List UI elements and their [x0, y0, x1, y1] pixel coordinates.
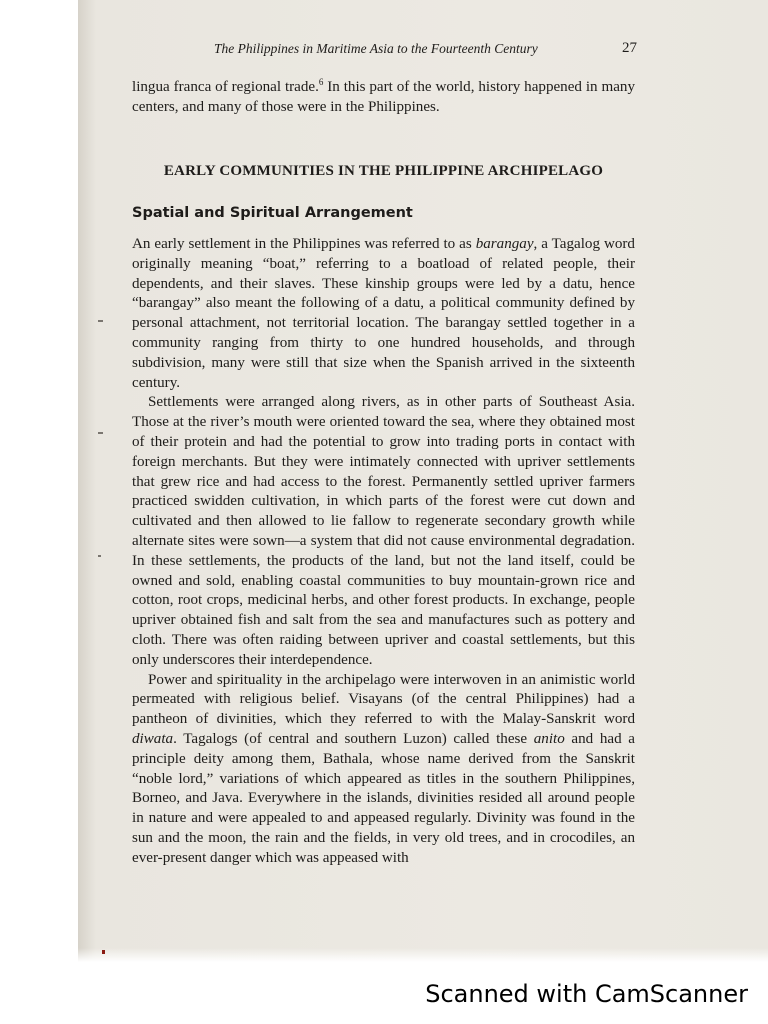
opening-text-part1: lingua franca of regional trade. — [132, 79, 319, 95]
opening-paragraph — [132, 78, 635, 118]
paragraph-settlements: Settlements were arranged along rivers, as in other parts of Southeast Asia. Those at the river’s mouth were oriented toward the sea, where they obtained most of their protein and had the potential to grow into trading ports in contact with foreign merchants. But they were intimately connected with upriver settlements that grew rice and had access to the forest. Permanently settled upriver farmers practiced swidden cultivation, in which parts of the forest were cut down and cultivated and then allowed to lie fallow to regenerate secondary growth while alternate sites were sown—a system that did not cause environmental degradation. In these settlements, the products of the land, but not the land itself, could be owned and sold, enabling coastal communities to buy mountain-grown rice and cotton, root crops, medicinal herbs, and other forest products. In exchange, people upriver obtained fish and salt from the sea and manufactures such as pottery and cloth. There was often raiding between upriver and coastal settlements, but this only underscores their interdependence. — [132, 394, 635, 668]
paragraph-3-text-c: and had a principle deity among them, Bathala, whose name derived from the Sanskrit “noble lord,” variations of which appeared as titles in the southern Philippines, Borneo, and Java. Everywhere in the islands, divinities resided all around people in nature and were appealed to and appeased regularly. Divinity was found in the sun and the moon, the rain and the fields, in very old trees, and in crocodiles, an ever-present danger which was appeased with — [132, 730, 636, 866]
body-text — [132, 235, 635, 869]
paragraph-barangay — [132, 235, 635, 393]
edge-mark — [102, 950, 105, 954]
margin-mark — [98, 320, 103, 322]
paragraph-1-text-b: , a Tagalog word originally meaning “boat,” referring to a boatload of related people, their dependents, and their slaves. These kinship groups were led by a datu, hence “barangay” also meant the following of a datu, a political community defined by personal attachment, not territorial location. The barangay settled together in a community ranging from thirty to one hundred households, and through subdivision, many were still that size when the Spanish arrived in the sixteenth century. — [132, 236, 635, 391]
section-heading: EARLY COMMUNITIES IN THE PHILIPPINE ARCHIPELAGO — [163, 163, 604, 179]
term-anito: anito — [533, 730, 565, 747]
subsection-heading: Spatial and Spiritual Arrangement — [132, 205, 413, 221]
paragraph-3-text-a: Power and spirituality in the archipelago were interwoven in an animistic world permeated with religious belief. Visayans (of the central Philippines) had a pantheon of divinities, which they referred to with the Malay-Sanskrit word — [132, 671, 635, 728]
margin-mark — [98, 432, 103, 434]
margin-mark — [98, 555, 101, 557]
paragraph-3-text-b: . Tagalogs (of central and southern Luzon) called these — [173, 730, 534, 747]
opening-text-part2: In this part of the world, history happened in many centers, and many of those were in the Philippines. — [132, 79, 635, 115]
paragraph-spirituality — [132, 671, 635, 869]
paragraph-1-text-a: An early settlement in the Philippines was referred to as — [132, 236, 476, 252]
footnote-ref: 6 — [318, 76, 324, 87]
camscanner-watermark: Scanned with CamScanner — [425, 980, 748, 1008]
running-head-title: The Philippines in Maritime Asia to the Fourteenth Century — [214, 41, 538, 56]
term-diwata: diwata — [132, 730, 174, 747]
page-number: 27 — [622, 40, 637, 56]
term-barangay: barangay — [475, 236, 534, 252]
